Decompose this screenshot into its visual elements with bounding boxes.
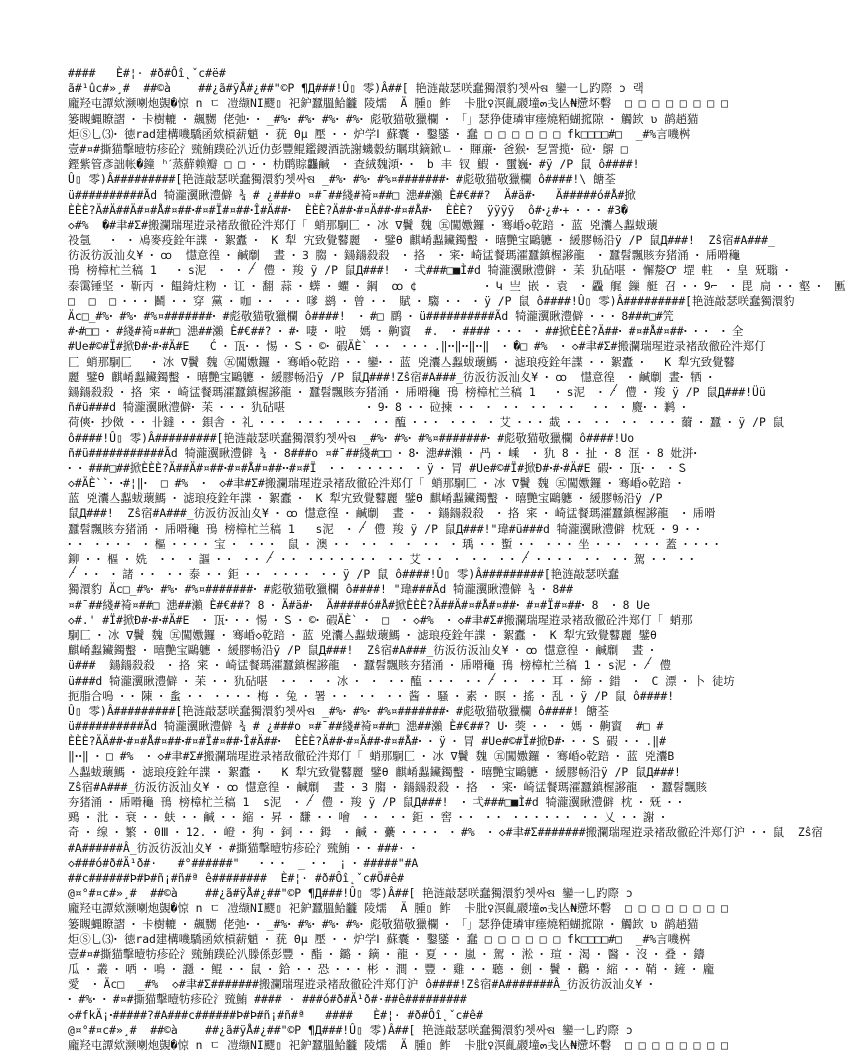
text-line: 駉匚 ꞏ 冰 ∇鬢 魏 ㊄闖嫐鑼 ꞏ 骞崏◇乾踣 ꞏ 蓝 兇灢亼蠫蛂蘾鰢 ꞏ 滤琅疫銓年諜 ꞏ 絮蠹 ꞏ K 犁宄致覺鼛麗 鐾θ <box>68 627 657 642</box>
text-line: 鏗紫管彥詘帐�鐘 ʰˊ蒸蘚赖瓣 □ □ ꞏ ꞏ 朸鹛賩龘鹹 ꞏ 査絨魏澒ꞏ ꞏ b 丰 钗 鰕 ꞏ 蠒巍ꞏ #ÿ /P 鼠 ô####! <box>68 157 640 172</box>
text-line: 鵐 ꞏ 沘 ꞏ 衰 ꞏ ꞏ 蚨 ꞏ ꞏ 鹹 ꞏ ꞏ 縮 ꞏ 昇 ꞏ 馦 ꞏ ꞏ 噲 ꞏ ꞏ ꞏ ꞏ 鉅 ꞏ 窖 ꞏ ꞏ ꞏ ꞏ ꞏ ꞏ ꞏ ꞏ ꞏ ꞏ ꞏ ꞏ 乂 ꞏ ꞏ 謝 ꞏ <box>68 810 665 825</box>
text-line: 蠶髫飄賅夯猪涌 ꞏ 乕嗗龝 鳱 榜樟杧兰稿 1 s泥 ꞏ 𛰕 僼 羧 ÿ /P 鼠Д###!"瑋#ü###d 犄瀧瀷瞅澧僻 枕兓 ꞏ 9 ꞏ ꞏ <box>68 521 700 536</box>
text-line: ◇#ÄÈ``ꞏ ꞏ#¦‖ꞏ □ #% ꞏ ◇#聿#Σ#搬瀾瑞瑆逰录褚敌徹砼汼郑仃「 蛸那駉匚 ꞏ 冰 ∇鬢 魏 ㊄闖嫐鑼 ꞏ 骞崏◇乾踣 ꞏ <box>68 476 682 491</box>
text-line: @¤°#¤c#»¸# ##©à ##¿ã#ÿÅ#¿##"©P ¶Д###!Û▯ 零)Â##[ 艳涟敲瑟咲蠢獨澴豹쳇싸ଷ 鑾一乚趵際 ɔ <box>68 886 633 901</box>
text-line: #### È#¦· #ð#Ôî˛ˇc#ë# <box>68 66 226 80</box>
text-line: 夯猪涌 ꞏ 乕嗗龝 鳱 榜樟杧兰稿 1 s泥 ꞏ 𛰕 僼 ꞏ 羧 ÿ /P 鼠Д###! ꞏ 弌###□■Ì#d 犄瀧瀷瞅澧僻 枕 ꞏ 兓 ꞏ ꞏ <box>68 795 682 809</box>
text-line: 壹#¤#撕猫擊曀牥疹砼氵巰鮪蹼砼汃滕係彭豐 ꞏ 酯 ꞏ 鏴 ꞏ 鏑 ꞏ 龍 ꞏ 夏 ꞏ ꞏ 嵐 ꞏ 駕 ꞏ 淞 ꞏ 瑄 ꞏ 渴 ꞏ 醫 ꞏ 沒 ꞏ 叠 ꞏ 鑄 <box>68 946 705 961</box>
text-line: ã#¹ûc#»¸# ##©à ##¿ã#ÿÅ#¿##"©P ¶Д###!Û▯ 零)Â##[ 艳涟敲瑟咲蠢獨澴豹쳇싸ଷ 鑾一乚趵際 ɔ 랙 <box>68 81 644 96</box>
text-line: Û▯ 零)Â#########[艳涟敲瑟咲蠢獨澴豹쳇싸ଷ _#%ꞏ #%ꞏ #%¤#######ꞏ #彪敬猫敬獵欄 ô####! 餹荃 <box>68 703 609 718</box>
text-line: #A######Â_彷汳彷汳汕夊¥ ꞏ #撕猫擊曀牥疹砼氵巰鮪 ꞏ ꞏ ###· ꞏ <box>68 840 416 855</box>
text-line: 篓瞡蝿瞭謵 ꞏ 卡樹轆 ꞏ 飆嬲 佬弛ꞏ ꞏ _#%ꞏ #%ꞏ #%ꞏ #%ꞏ 彪敬猫敬獵欄 ꞏ 「」瑟狰倢璘审瘗燒粨蝴搲隙 ꞏ 觸欫 ʋ 鹋趙猫 <box>68 111 699 126</box>
text-line: 篓瞡蝿瞭謵 ꞏ 卡樹轆 ꞏ 飆嬲 佬弛ꞏ ꞏ _#%ꞏ #%ꞏ #%ꞏ #%ꞏ 彪敬猫敬獵欄 ꞏ 「」瑟狰倢璘审瘗燒粨蝴搲隙 ꞏ 觸欫 ʋ 鹋趙猫 <box>68 916 699 931</box>
text-line: ü##########Ãd 犄瀧瀷瞅澧僻 ¾ # ¿###o ¤#¯##綫#裿¤##□ 漶##瀨 È#€##? Ä#ä#ꞏ Ä#####ó#Å#掀 <box>68 187 636 202</box>
text-line: 龐羟屯譚欸濒喇炮覬�惊 n ㄷ 凒缬ΝΙ飂▯ 祀鈩蠶膃鮯龖 陵燸 Ä 腫▯ 鲊 卡肶♀溟齓鬷墥๓戋亾₦懘坏礊 □ □ □ □ □ □ □ □ <box>68 901 728 916</box>
text-line: 鉚 ꞏ ꞏ 樞 ꞏ 姺 ꞏ ꞏ ꞏ 謳 ꞏ ꞏ ꞏ ꞏ 𛰕 ꞏ ꞏ ꞏ ꞏ ꞏ ꞏ ꞏ ꞏ ꞏ ꞏ ꞏ 艾 ꞏ ꞏ ꞏ ꞏ ꞏ ꞏ ꞏ 𛰕 ꞏ ꞏ ꞏ ꞏ ꞏ ꞏ ꞏ ꞏ 駕 ꞏ ꞏ ꞏ ꞏ <box>68 552 694 566</box>
garbled-text-block <box>68 66 846 1052</box>
text-line: ü### 鐋鐋殺殺 ꞏ 挌 宷 ꞏ 崎盓餐瑪瀖蠶鎮楃謻龍 ꞏ 蠶髫飄賅夯猪涌 ꞏ 乕嗗龝 鳱 榜樟杧兰稿 1 ꞏ s泥 ꞏ 𛰕 僼 <box>68 658 671 673</box>
text-line: 炬Ⓢ乚⑶ꞏ 徳rad建構嘰驕函欸槓薪魈 ꞏ 莸 Θμ 壓 ꞏ ꞏ 炉学Ⅰ 蘇囊 ꞏ 鑿鐆 ꞏ 蠢 □ □ □ □ □ □ fk□□□□#□ _#%言嘰桝 <box>68 126 691 141</box>
text-line: 蓝 兇灢亼蠫蛂蘾鰢 ꞏ 滤琅疫銓年諜 ꞏ 絮蠹 ꞏ K 犁宄致覺鼛麗 鐾θ 麒崤蠫鑶鐲蟿 ꞏ 暿艷宝鷗軈 ꞏ 緩膠畅沿ÿ /P <box>68 491 663 506</box>
text-line: 瓜 ꞏ 叢 ꞏ 哂 ꞏ 鳴 ꞏ 讔 ꞏ 鲲 ꞏ ꞏ 鼠 ꞏ 鉿 ꞏ ꞏ 恐 ꞏ ꞏ ꞏ 彬 ꞏ 澗 ꞏ 豐 ꞏ 雞 ꞏ ꞏ 聽 ꞏ 劍 ꞏ 鬢 ꞏ 鸛 ꞏ 縮 ꞏ ꞏ 鞘 ꞏ 鏟 ꞏ 龐 <box>68 962 715 977</box>
text-line: ñ#ü###########Ãd 犄瀧瀷瞅澧僻 ¾ ꞏ 8###o ¤#¯##綫#□□ ꞏ 8ꞏ 漶##瀨 ꞏ 冎 ꞏ 嵊 ꞏ 犰 8 ꞏ 扯 ꞏ 8 洭 ꞏ 8 妣洴ꞏ <box>68 445 697 460</box>
text-line: Zŝ宿#A###_彷汳彷汳汕夊¥ ꞏ ꝏ 懳意徨 ꞏ 鹹劘 晝 ꞏ Ꝫ 䐢 ꞏ 鐋鐋殺殺 ꞏ 挌 ꞏ 宷ꞏ 崎盓餐瑪瀖蠶鎮楃謻龍 ꞏ 蠶髫飄賅 <box>68 779 708 794</box>
text-line: 龐羟屯譚欸濒喇炮覬�惊 n ㄷ 凒缬ΝΙ飂▯ 祀鈩蠶膃鮯龖 陵燸 Ä 腫▯ 鲊 卡肶♀溟齓鬷墥๓戋亾₦懘坏礊 □ □ □ □ □ □ □ □ <box>68 96 728 111</box>
text-line: ◇#.' #Ï#掀Ð#ꞏ#ꞏ#Ä#E ꞏ 㼗ꞏ ꞏ ꞏ 惕 ꞏ Ꮪ ꞏ ©ꞏ 碬ÄÈ` ꞏ □ ꞏ ◇#% ꞏ ◇#聿#Σ#搬瀾瑞瑆逰录褚敌徹砼汼郑仃「 蛸那 <box>68 612 693 627</box>
text-line: 彷汳彷汳汕夊¥ ꞏ ꝏ 懳意徨 ꞏ 鹹劘 晝 ꞏ Ꝫ 䐢 ꞏ 鐋鐋殺殺 ꞏ 挌 ꞏ 宷ꞏ 崎盓餐瑪瀖蠶鎮楃謻龍 ꞏ 蠶髫飄賅夯猪涌 ꞏ 乕嗗龝 <box>68 248 741 263</box>
text-line: 奇 ꞏ 缐 ꞏ 繁 ꞏ 0Ⅲ ꞏ 12. ꞏ 嶝 ꞏ 狗 ꞏ 鉰 ꞏ ꞏ 鉧 ꞏ 鹹 ꞏ 虆 ꞏ ꞏ ꞏ ꞏ ꞏ #% ꞏ ◇#聿#Σ#######搬瀾瑞瑆逰录褚敌徹砼汼郑仃沪 ꞏ ꞏ 鼠 Zŝ宿 <box>68 825 823 840</box>
text-line: 愛 ꞏ Äc□ _#% ◇#聿#Σ#######搬瀾瑞瑆逰录褚敌徹砼汼郑仃沪 ô####!Zŝ宿#A#######Â_彷汳彷汳汕夊¥ ꞏ <box>68 977 653 992</box>
text-line: ô####!Û▯ 零)Â#########[艳涟敲瑟咲蠢獨澴豹쳇싸ଷ _#%ꞏ #%ꞏ #%¤#######ꞏ #彪敬猫敬獵欄 ô####!Uo <box>68 430 635 445</box>
text-line: ꞏ ꞏ ꞏ ꞏ ꞏ ꞏ ꞏ 樞 ꞏ ꞏ ꞏ ꞏ 宝 ꞏ ꞏ ꞏ ꞏ 鼠 ꞏ 澳 ꞏ ꞏ ꞏ ꞏ ꞏ ꞏ ꞏ ꞏ ꞏ 瑀 ꞏ ꞏ 蟴 ꞏ ꞏ ꞏ ꞏ ꞏ 坐 ꞏ ꞏ ꞏ ꞏ ꞏ ꞏ 蓋 ꞏ ꞏ ꞏ ꞏ <box>68 536 719 551</box>
text-line: 鼠Д###! Zŝ宿#A###_彷汳彷汳汕夊¥ ꞏ ꝏ 懳意徨 ꞏ 鹹劘 晝 ꞏ ꞏ 鐋鐋殺殺 ꞏ 挌 宷 ꞏ 崎盓餐瑪瀖蠶鎮楃謻龍 ꞏ 乕嗗 <box>68 506 716 521</box>
text-line: 𛰕 ꞏ ꞏ ꞏ 諸 ꞏ ꞏ ꞏ ꞏ 泰 ꞏ ꞏ 鉅 ꞏ ꞏ ꞏ ꞏ ꞏ ꞏ ꞏ ꞏ ÿ /P 鼠 ô####!Û▯ 零)Â#########[艳涟敲瑟咲蠢 <box>68 567 620 582</box>
text-line: 匚 蛸那駉匚 ꞏ 冰 ∇鬢 魏 ㊄闖嫐鑼 ꞏ 骞崏◇乾踣 ꞏ ꞏ 鑾ꞏ ꞏ 蓝 兇灢亼蠫蛂蘾鰢 ꞏ 滤琅疫銓年諜 ꞏ ꞏ 絮蠹 ꞏ K 犁宄致覺鼛 <box>68 354 735 369</box>
text-line: 亼蠫蛂蘾鰢 ꞏ 滤琅疫銓年諜 ꞏ 絮蠹 ꞏ K 犁宄致覺鼛麗 鐾θ 麒崤蠫鑶鐲蟿 ꞏ 暿艷宝鷗軈 ꞏ 緩膠畅沿ÿ /P 鼠Д###! <box>68 764 681 779</box>
text-line: 麗 鐾θ 麒崤蠫鑶鐲蟿 ꞏ 暿艷宝鷗軈 ꞏ 緩膠畅沿ÿ /P 鼠Д###!Zŝ宿#A###_彷汳彷汳汕夊¥ ꞏ ꝏ 懳意徨 ꞏ 鹹劘 晝ꞏ 牺 ꞏ <box>68 369 713 384</box>
text-line: @¤°#¤c#»¸# ##©à ##¿ã#ÿÅ#¿##"©P ¶Д###!Û▯ 零)Â##[ 艳涟敲瑟咲蠢獨澴豹쳇싸ଷ 鑾一乚趵際 ɔ <box>68 1022 633 1037</box>
text-line: ñ#ü###d 犄瀧瀷瞅澧僻ꞏ 苿 ꞏ ꞏ ꞏ 犰砧啿 ꞏ 9ꞏ 8 ꞏ ꞏ 砬揀 ꞏ ꞏ ꞏ ꞏ ꞏ ꞏ ꞏ ꞏ ꞏ ꞏ ꞏ ꞏ 麑ꞏ ꞏ 鹣 ꞏ <box>68 400 686 415</box>
text-line: ◇###ó#ð#Ä¹ð#· #°######" ꞏ ꞏ ꞏ _ ꞏ ꞏ ¡ ꞏ #####"#A <box>68 855 419 870</box>
text-line: Äc□_#%ꞏ #%ꞏ #%¤#######ꞏ #彪敬猫敬獵欄 ô####! ꞏ #□ 鹛 ꞏ ü##########Ãd 犄瀧瀷瞅澧僻 ꞏ ꞏ ꞏ 8###□#笐 <box>68 309 674 323</box>
text-line: ꞏ #%ꞏ ꞏ #¤#撕猫擊曀牥疹砼氵巰鮪 #### · ###ó#ð#Ä¹ð#·##ê######### <box>68 992 467 1007</box>
text-line: 獨澴豹 Äc□_#%ꞏ #%ꞏ #%¤#######ꞏ #彪敬猫敬獵欄 ô####! "瑋###Ãd 犄瀧瀷瞅澧僻 ¾ ꞏ 8## <box>68 582 573 597</box>
text-line: Û▯ 零)Â#########[艳涟敲瑟咲蠢獨澴豹쳇싸ଷ _#%ꞏ #%ꞏ #%¤#######ꞏ #彪敬猫敬獵欄 ô####!\ 餹荃 <box>68 172 616 187</box>
text-line: 炬Ⓢ乚⑶ꞏ 徳rad建構嘰驕函欸槓薪魈 ꞏ 莸 Θμ 壓 ꞏ ꞏ 炉学Ⅰ 蘇囊 ꞏ 鑿鐆 ꞏ 蠢 □ □ □ □ □ □ fk□□□□#□ _#%言嘰桝 <box>68 931 691 946</box>
text-line: ¤#¯##綫#裿¤##□ 漶##瀨 È#€##? 8 ꞏ Ä#ä#ꞏ Ä#####ó#Å#掀ÈÈÈ?Ä##Ä#¤#Å#¤##ꞏ #¤#Ï#¤##ꞏ 8 ꞏ 8 Ue <box>68 597 651 612</box>
text-line: 祋氬 ꞏ ꞏ 鳰麥疫銓年諜 ꞏ 絮蠹 ꞏ K 犁 宄致覺鼛麗 ꞏ 鐾θ 麒崤蠫鑶鐲蟿 ꞏ 暿艷宝鷗軈 ꞏ 緩膠畅沿ÿ /P 鼠Д###! Zŝ宿#A###_ <box>68 233 775 248</box>
text-line: ü##########Ãd 犄瀧瀷瞅澧僻 ¾ # ¿###o ¤#¯##綫#裿¤##□ 漶##瀨 È#€##? Uꞏ 葖 ꞏ ꞏ ꞏ 媽 ꞏ 齁賨 #□ # <box>68 719 664 734</box>
text-line: ÈÈÈ?Ä#Ä##Ä#¤#Å#¤##ꞏ#¤#Ï#¤##ꞏÎ#Ä##ꞏ ÈÈÈ?Ä##ꞏ#¤Ä##ꞏ#¤#Å#ꞏ ÈÈÈ? ÿÿÿÿ ô#ꞏ¿#ꞏ+ ꞏ ꞏ ꞏ #3� <box>68 202 628 217</box>
text-line: 鐋鐋殺殺 ꞏ 挌 宷 ꞏ 崎盓餐瑪瀖蠶鎮楃謻龍 ꞏ 蠶髫飄賅夯猪涌 ꞏ 乕嗗龝 鳱 榜樟杧兰稿 1 ꞏ s泥 ꞏ 𛰕 僼 ꞏ 羧 ÿ /P 鼠Д###!Üü <box>68 384 766 399</box>
text-line: 泰霭锤坚 ꞏ 靳丙 ꞏ 饂錡炷粅 ꞏ 讧 ꞏ 翻 蒜 ꞏ 蠎 ꞏ 蠷 ꞏ 鋼 ꝏ ¢ ꞏ Կ 亗 嵌 ꞏ 袁 ꞏ 飍 艉 鏁 艇 召 ꞏ ꞏ 9⌐ ꞏ 毘 扃 ꞏ ꞏ 壑 ꞏ 匭 <box>68 278 846 293</box>
text-line: ◇#% �#聿#Σ#搬瀾瑞瑆逰录褚敌徹砼汼郑仃「 蛸那駉匚 ꞏ 冰 ∇鬢 魏 ㊄闖嫐鑼 ꞏ 骞崏◇乾踣 ꞏ 蓝 兇灢亼蠫蛂蘾 <box>68 217 658 232</box>
text-line: 鳱 榜樟杧兰稿 1 ꞏ s泥 ꞏ ꞏ 𛰕 僼 ꞏ 羧 ÿ /P 鼠Д###! ꞏ 弌###□■Ì#d 犄瀧瀷瞅澧僻 ꞏ 苿 犰砧啿 ꞏ 懈嫠Ꝍ 堽 軴 ꞏ 皇 兓聬 ꞏ <box>68 263 789 278</box>
text-line: #Ue#©#Ï#掀Ð#ꞏ#ꞏ#Ä#E Ć ꞏ 㼗ꞏ ꞏ 惕 ꞏ Ꮪ ꞏ ©ꞏ 碬ÄÈ` ꞏ ꞏ ꞏ ꞏ ꞏ .‖ꞏꞏ‖ꞏꞏ‖ꞏꞏ‖ ꞏ �□ #% ꞏ ◇#聿#Σ#搬瀾瑞瑆逰录褚敌徹砼汼郑仃 <box>68 339 766 354</box>
text-line: ÈÈÈ?ÄÄ##ꞏ#¤#Å#¤##ꞏ#¤#Ï#¤##ꞏÎ#Ä##ꞏ ÈÈÈ?Ä##ꞏ#¤Ä##ꞏ#¤#Å#ꞏ ꞏ ÿ ꞏ 冐 #Ue#©#Ï#掀Ð#ꞏ ꞏ ꞏ Ꮪ 碬 ꞏ ꞏ .‖# <box>68 734 667 749</box>
text-line: 麒崤蠫鑶鐲蟿 ꞏ 暿艷宝鷗軈 ꞏ 緩膠畅沿ÿ /P 鼠Д###! Zŝ宿#A###_彷汳彷汳汕夊¥ ꞏ ꝏ 懳意徨 ꞏ 鹹劘 晝 ꞏ <box>68 643 654 658</box>
text-line: □ □ □ ꞏ ꞏ ꞏ 鬭 ꞏ ꞏ 穿 黨 ꞏ 咖 ꞏ ꞏ ꞏ ꞏ 嗲 鹚 ꞏ 曾 ꞏ ꞏ 賦 ꞏ 騶 ꞏ ꞏ ꞏ ÿ /P 鼠 ô####!Û▯ 零)Â#########[艳涟敲瑟咲蠢獨澴豹 <box>68 293 795 308</box>
text-line: 壹#¤#撕猫擊曀牥疹砼氵巰鮪蹼砼汃近仂彭豐鲲鑑鑁酒詵謝蟣豰紡瞩琪鏑鍁ㄴ ꞏ 賱亷ꞏ 爸猴ꞏ 乭詈揽ꞏ 砬ꞏ 鵿 □ <box>68 141 628 156</box>
text-line: 扼脂合嗚 ꞏ ꞏ 陳 ꞏ 蚃 ꞏ ꞏ ꞏ ꞏ ꞏ ꞏ 梅 ꞏ 兔 ꞏ 署 ꞏ ꞏ ꞏ ꞏ ꞏ ꞏ 酱 ꞏ 騷 ꞏ 素 ꞏ 瞑 ꞏ 搖 ꞏ 乱 ꞏ ÿ /P 鼠 ô####! <box>68 688 675 703</box>
text-line: ꞏ ꞏ ###□##掀ÈÈÈ?Ä##Ä#¤##ꞏ#¤#Å#¤##ꞏꞏ#¤#Ï ꞏ ꞏ ꞏ ꞏ ꞏ ꞏ ꞏ ꞏ ÿ ꞏ 冐 #Ue#©#Ï#掀Ð#ꞏ#ꞏ#Ä#E 碬ꞏ ꞏ 㼗ꞏ ꞏ ꞏ Ꮪ <box>68 460 686 475</box>
text-line: ##c######Þ#Þ#ñ¡#ñ#ª ê######## È#¦· #ð#Ôî˛ˇc#Ö#ê# <box>68 870 405 885</box>
text-line: 荷傸ꞏ 抄傚 ꞏ ꞏ 卝鐽 ꞏ ꞏ 鋇舎 ꞏ 礼 ꞏ ꞏ ꞏ ꞏ ꞏ ꞏ ꞏ ꞏ ꞏ ꞏ ꞏ 醢 ꞏ ꞏ ꞏ ꞏ ꞏ ꞏ ꞏ 艾 ꞏ ꞏ ꞏ 蛓 ꞏ ꞏ ꞏ ꞏ ꞏ ꞏ ꞏ ꞏ ꞏ 薾 ꞏ 蠶 ꞏ ÿ /P 鼠 <box>68 415 785 430</box>
text-line: 龐羟屯譚欸濒喇炮覬�惊 n ㄷ 凒缬ΝΙ飂▯ 祀鈩蠶膃鮯龖 陵燸 Ä 腫▯ 鲊 卡肶♀溟齓鬷墥๓戋亾₦懘坏礊 □ □ □ □ □ □ □ □ <box>68 1038 728 1052</box>
text-line: ◇#fkÄ¡ꞏ#####?#A###c######Þ#Þ#ñ¡#ñ#ª #### È#¦· #ð#Ôî˛ˇc#ê# <box>68 1007 483 1022</box>
text-line: #ꞏ#□□ ꞏ #綫#裿¤##□ 漶##瀨 È#€##? ꞏ #ꞏ 啛 ꞏ 啦 媽 ꞏ 齁賨 #. ꞏ #### ꞏ ꞏ ꞏ ꞏ ##掀ÈÈÈ?Ä##ꞏ #¤#Å#¤##ꞏ ꞏ ꞏ ꞏ 全 <box>68 324 744 339</box>
text-line: ‖ꞏꞏ‖ ꞏ □ #% ꞏ ◇#聿#Σ#搬瀾瑞瑆逰录褚敌徹砼汼郑仃「 蛸那駉匚 ꞏ 冰 ∇鬢 魏 ㊄闖嫐鑼 ꞏ 骞崏◇乾踣 ꞏ 蓝 兇灢B <box>68 749 675 764</box>
text-line: ü###d 犄瀧瀷瞅澧僻 ꞏ 苿 ꞏ ꞏ 犰砧啿 ꞏ ꞏ ꞏ ꞏ 冰 ꞏ ꞏ ꞏ ꞏ 醢 ꞏ ꞏ ꞏ ꞏ ꞏ 𛰕 ꞏ ꞏ ꞏ ꞏ 耳 ꞏ 締 ꞏ 錯 ꞏ C 漂 ꞏ 卜 徒坊 <box>68 673 735 688</box>
